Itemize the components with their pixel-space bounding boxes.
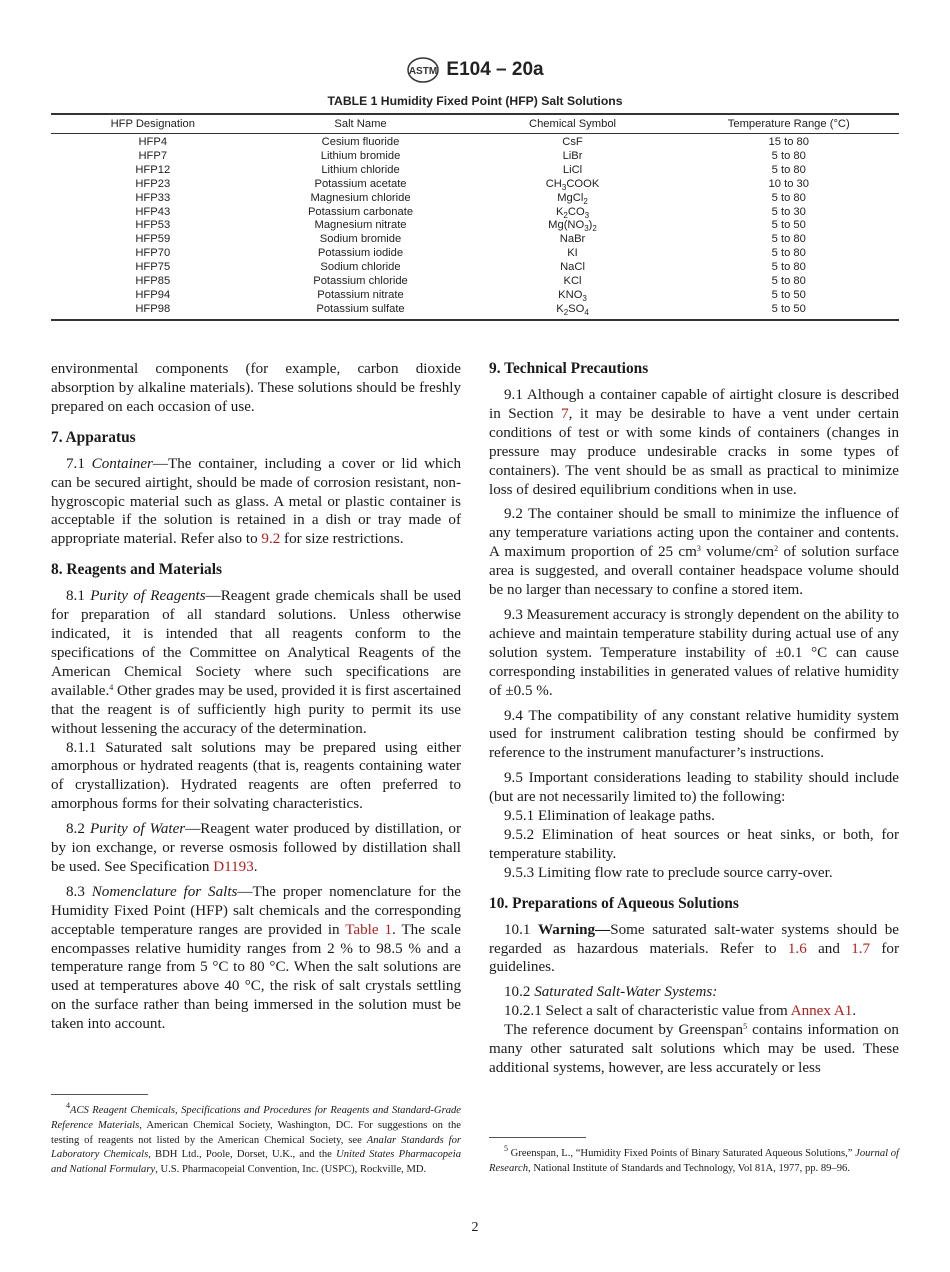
hfp-cell: HFP53 — [135, 219, 171, 232]
link-annex-a1[interactable]: Annex A1 — [790, 1003, 853, 1020]
footnote-ref-4[interactable]: 4 — [109, 682, 114, 692]
svg-text:ASTM: ASTM — [409, 66, 438, 77]
footnote-ref-5[interactable]: 5 — [743, 1022, 748, 1032]
symbol-cell: $K_2SO_4$ — [556, 302, 589, 317]
symbol-cell: $KNO_3$ — [558, 288, 587, 303]
symbol-cell: KCl — [563, 275, 582, 288]
range-cell: 5 to 80 — [771, 163, 806, 176]
symbol-cell: $CH_3COOK$ — [545, 177, 600, 192]
range-cell: 5 to 80 — [771, 233, 806, 246]
range-cell: 5 to 80 — [771, 247, 806, 260]
salt-cell: Sodium bromide — [319, 233, 402, 246]
paragraph-9-5-2: 9.5.2 Elimination of heat sources or heat sinks, or both, for temperature stability. — [489, 826, 899, 862]
link-9-2[interactable]: 9.2 — [261, 531, 281, 548]
hfp-cell: HFP43 — [135, 205, 171, 218]
paragraph-9-5-1: 9.5.1 Elimination of leakage paths. — [504, 808, 715, 825]
range-cell: 5 to 50 — [771, 288, 806, 301]
salt-cell: Magnesium chloride — [310, 191, 411, 204]
symbol-cell: NaBr — [559, 233, 586, 246]
symbol-cell: MgCl$_2$ — [557, 191, 588, 206]
paragraph-8-1-1: 8.1.1 Saturated salt solutions may be prepared using either amorphous or hydrated reagents (that is, reagents containing water of crystallization). Hydrated reagents are often preferred to amorphous forms for their solvating characteristics. — [51, 739, 461, 813]
table-row — [51, 289, 899, 303]
link-section-7[interactable]: 7 — [561, 405, 569, 422]
link-1-6[interactable]: 1.6 — [787, 940, 807, 957]
paragraph-10-1: 10.1 Warning—Some saturated salt-water systems should be regarded as hazardous materials. Refer to 1.6 and 1.7 for guidelines. — [489, 921, 900, 976]
table-row — [51, 134, 899, 150]
symbol-cell: LiBr — [562, 149, 583, 162]
page-header — [0, 56, 950, 84]
table-row — [51, 261, 899, 275]
salt-cell: Lithium bromide — [320, 149, 401, 162]
table-row — [51, 164, 899, 178]
section-7-heading: 7. Apparatus — [51, 428, 136, 446]
paragraph-9-2: 9.2 The container should be small to minimize the influence of any temperature variations acting upon the container and contents. A maximum proportion of 25 $cm^3$ volume/$cm^2$ of solution surface area is suggested, and overall container headspace volume should be no larger than necessary to confine a stored item. — [489, 506, 899, 599]
paragraph-9-1: 9.1 Although a container capable of airtight closure is described in Section 7, it may be desirable to have a vent under certain conditions of test or with some kinds of containers (changes in pressure may produce undesirable cracks in some types of containers). The vent should be as small as practical to minimize loss of desired equilibrium conditions when in use. — [489, 387, 900, 498]
column-header-chemical-symbol: Chemical Symbol — [467, 114, 679, 134]
left-column — [51, 360, 461, 1034]
hfp-cell: HFP7 — [138, 149, 168, 162]
paragraph-9-5-3: 9.5.3 Limiting flow rate to preclude source carry-over. — [504, 864, 833, 881]
paragraph-10-2-1-cont: The reference document by Greenspan$^5$ contains information on many other saturated salt solutions which may be used. These additional systems, however, are less accurately or less — [489, 1022, 899, 1076]
hfp-cell: HFP70 — [135, 247, 171, 260]
paragraph-8-3: 8.3 Nomenclature for Salts—The proper nomenclature for the Humidity Fixed Point (HFP) salt chemicals and the corresponding acceptable temperature ranges are provided in Table 1. The scale encompasses relative humidity ranges from 2 % to 98.5 % and a temperature range from 5 °C to 80 °C. When the salt solutions are used at temperatures above 40 °C, the risk of salt crystals settling on the surface rather than being immersed in the solution must be taken into account. — [51, 883, 461, 1033]
hfp-cell: HFP33 — [135, 191, 171, 204]
salt-cell: Cesium fluoride — [321, 136, 400, 148]
section-10-heading: 10. Preparations of Aqueous Solutions — [489, 894, 739, 912]
right-column — [489, 360, 899, 1078]
symbol-cell: $K_2CO_3$ — [555, 205, 590, 220]
range-cell: 5 to 80 — [771, 275, 806, 288]
salt-cell: Potassium acetate — [314, 177, 407, 190]
paragraph-8-2: 8.2 Purity of Water—Reagent water produced by distillation, or by ion exchange, or reverse osmosis followed by distillation shall be used. See Specification D1193. — [51, 821, 461, 875]
link-table-1[interactable]: Table 1 — [345, 921, 393, 938]
table-row — [51, 247, 899, 261]
range-cell: 15 to 80 — [768, 136, 809, 148]
table-header-row — [51, 114, 899, 134]
hfp-cell: HFP98 — [135, 302, 171, 315]
range-cell: 5 to 50 — [771, 219, 806, 232]
salt-cell: Potassium iodide — [317, 247, 404, 260]
paragraph-10-2: 10.2 Saturated Salt-Water Systems: — [504, 984, 718, 1001]
symbol-cell: CsF — [562, 136, 583, 148]
paragraph-8-1: 8.1 Purity of Reagents—Reagent grade chemicals shall be used for preparation of all standard solutions. Unless otherwise indicated, it is intended that all reagents conform to the specifications of the Committee on Analytical Reagents of the American Chemical Society where such specifications are available.$^4$ Other grades may be used, provided it is first ascertained that the reagent is of sufficiently high purity to permit its use without lessening the accuracy of the determination. — [51, 588, 462, 737]
footnote-divider — [489, 1137, 586, 1138]
document-id: E104 – 20a — [446, 59, 544, 80]
hfp-cell: HFP12 — [135, 163, 171, 176]
salt-cell: Lithium chloride — [321, 163, 400, 176]
symbol-cell: LiCl — [562, 163, 583, 176]
table-row — [51, 303, 899, 320]
range-cell: 5 to 80 — [771, 261, 806, 274]
range-cell: 5 to 50 — [771, 302, 806, 315]
table-row — [51, 206, 899, 220]
section-8-heading: 8. Reagents and Materials — [51, 561, 222, 579]
hfp-cell: HFP94 — [135, 288, 171, 301]
column-header-salt-name: Salt Name — [255, 114, 467, 134]
table-title: TABLE 1 Humidity Fixed Point (HFP) Salt Solutions — [327, 94, 623, 108]
hfp-cell: HFP59 — [135, 233, 171, 246]
paragraph-9-4: 9.4 The compatibility of any constant relative humidity system used for instrument calibration testing should be confirmed by reference to the instrument manufacturer’s instructions. — [489, 707, 899, 762]
link-1-7[interactable]: 1.7 — [851, 940, 871, 957]
link-d1193[interactable]: D1193 — [213, 858, 254, 875]
salt-cell: Magnesium nitrate — [314, 219, 407, 232]
hfp-cell: HFP85 — [135, 275, 171, 288]
range-cell: 10 to 30 — [768, 177, 809, 190]
footnote-5: $^5$ Greenspan, L., “Humidity Fixed Points of Binary Saturated Aqueous Solutions,” Journal of Research, National Institute of Standards and Technology, Vol 81A, 1977, pp. 89–96. — [489, 1144, 899, 1174]
section-9-heading: 9. Technical Precautions — [489, 360, 649, 377]
symbol-cell: $Mg(NO_3)_2$ — [548, 219, 597, 234]
symbol-cell: KI — [567, 247, 578, 260]
column-header-hfp: HFP Designation — [51, 114, 255, 134]
table-row — [51, 275, 899, 289]
table-row — [51, 219, 899, 233]
symbol-cell: NaCl — [560, 261, 585, 274]
paragraph-10-2-1: 10.2.1 Select a salt of characteristic value from Annex A1. — [504, 1003, 857, 1020]
table-row — [51, 150, 899, 164]
range-cell: 5 to 30 — [771, 205, 806, 218]
salt-cell: Sodium chloride — [320, 261, 401, 274]
range-cell: 5 to 80 — [771, 191, 806, 204]
intro-paragraph: environmental components (for example, carbon dioxide absorption by alkaline materials). These solutions should be freshly prepared on each occasion of use. — [51, 361, 461, 415]
astm-logo-icon — [406, 56, 440, 84]
paragraph-9-5: 9.5 Important considerations leading to stability should include (but are not necessarily limited to) the following: — [489, 770, 899, 806]
footnote-4: $^4$ACS Reagent Chemicals, Specifications and Procedures for Reagents and Standard-Grade Reference Materials, American Chemical Society, Washington, DC. For suggestions on the testing of reagents not listed by the American Chemical Society, see Analar Standards for Laboratory Chemicals, BDH Ltd., Poole, Dorset, U.K., and the United States Pharmacopeia and National Formulary, U.S. Pharmacopeial Convention, Inc. (USPC), Rockville, MD. — [51, 1101, 462, 1176]
hfp-cell: HFP23 — [135, 177, 171, 190]
table-row — [51, 233, 899, 247]
hfp-cell: HFP75 — [135, 261, 171, 274]
hfp-salt-table — [51, 113, 899, 321]
salt-cell: Potassium carbonate — [307, 205, 414, 218]
hfp-cell: HFP4 — [138, 136, 168, 148]
salt-cell: Potassium chloride — [313, 275, 408, 288]
page-number: 2 — [471, 1220, 479, 1235]
paragraph-9-3: 9.3 Measurement accuracy is strongly dependent on the ability to achieve and maintain temperature stability during actual use of any solution system. Temperature instability of ±0.1 °C can cause corresponding instabilities in generated values of relative humidity of ±0.5 %. — [489, 606, 899, 699]
column-header-temperature-range: Temperature Range (°C) — [679, 114, 899, 134]
range-cell: 5 to 80 — [771, 149, 806, 162]
salt-cell: Potassium nitrate — [317, 288, 404, 301]
footnote-divider — [51, 1094, 148, 1095]
salt-cell: Potassium sulfate — [316, 302, 405, 315]
table-row — [51, 192, 899, 206]
paragraph-7-1: 7.1 Container—The container, including a cover or lid which can be secured airtight, should be made of corrosion resistant, non-hygroscopic material such as glass. A metal or plastic container is acceptable if the solution is retained in a dish or tray made of appropriate material. Refer also to 9.2 for size restrictions. — [51, 455, 462, 548]
table-row — [51, 178, 899, 192]
